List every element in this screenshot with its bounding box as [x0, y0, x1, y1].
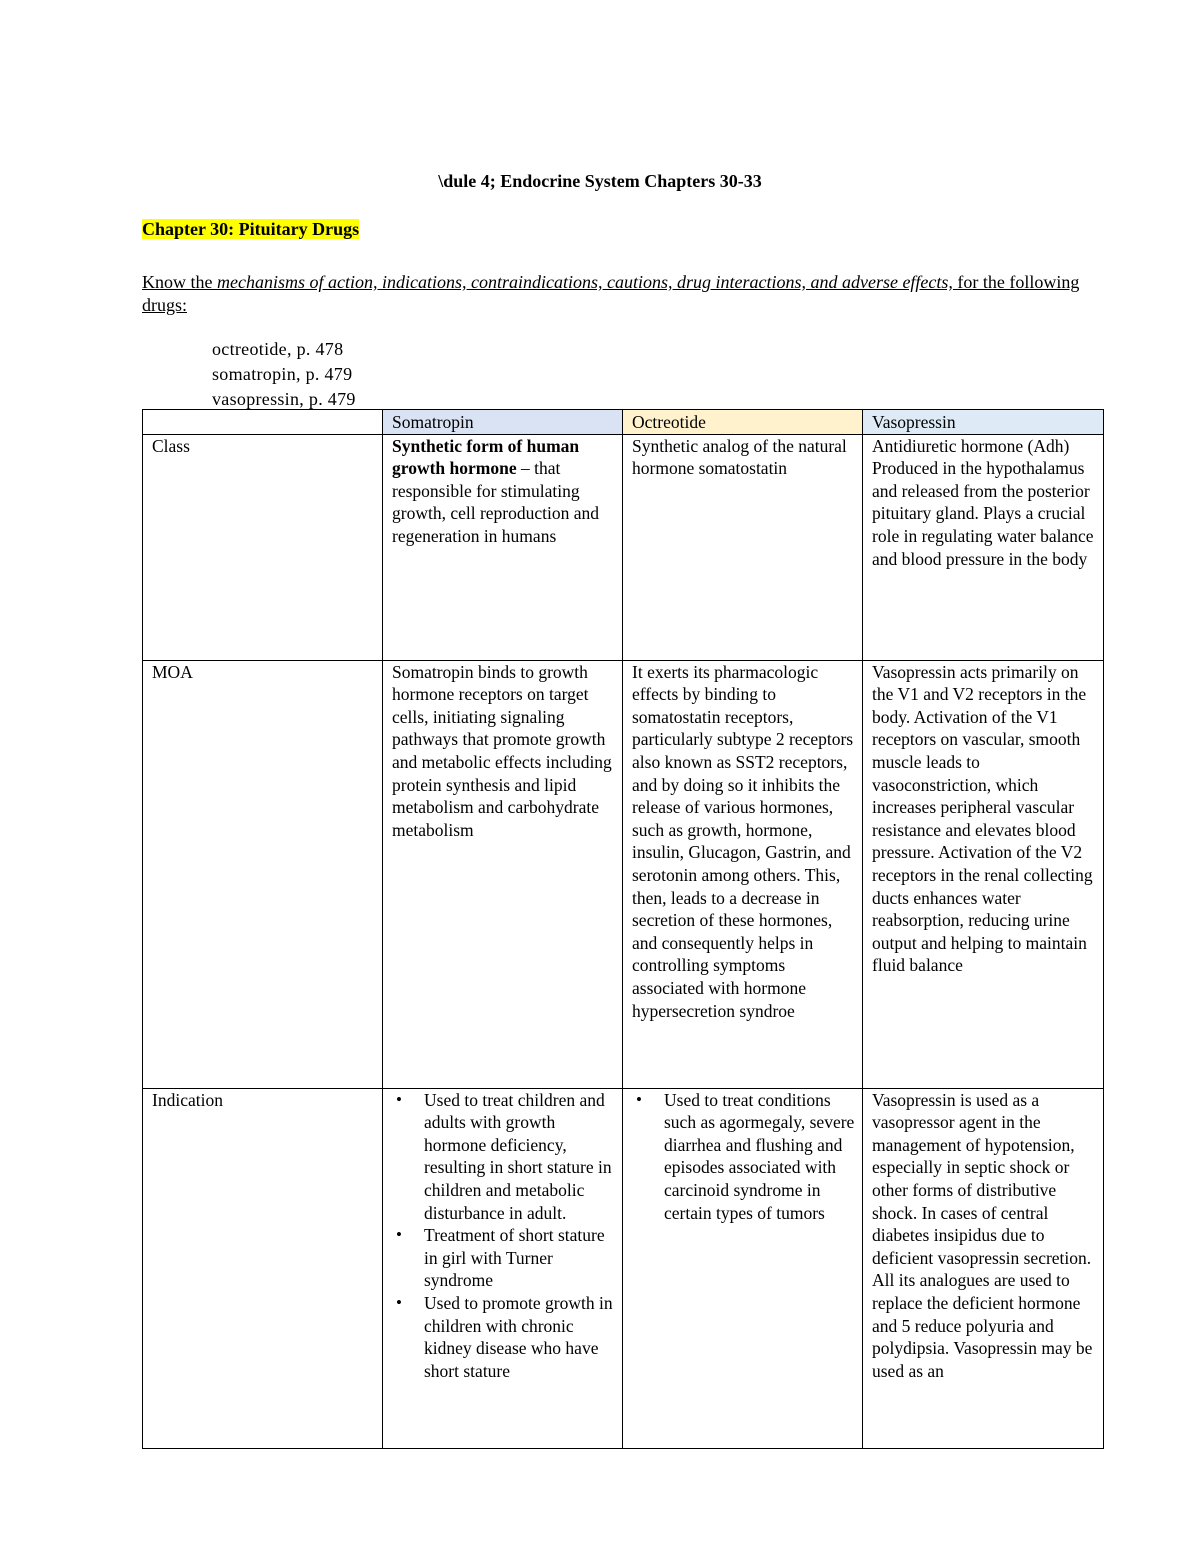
- header-octreotide: Octreotide: [623, 410, 863, 435]
- chapter-heading: [142, 219, 359, 240]
- list-item: • Used to promote growth in children with chronic kidney disease who have short stature: [424, 1292, 618, 1382]
- instruction-text: [142, 271, 1087, 317]
- cell-class-vasopressin: Antidiuretic hormone (Adh) Produced in the hypothalamus and released from the posterior pituitary gland. Plays a crucial role in regulating water balance and blood pressure in the body: [863, 434, 1104, 660]
- chapter-heading-text: Chapter 30: Pituitary Drugs: [142, 219, 360, 239]
- cell-class-somatropin-bold: Synthetic form of human growth hormone: [392, 435, 580, 479]
- drug-list-item: octreotide, p. 478: [212, 339, 344, 359]
- cell-indication-octreotide: [623, 1088, 863, 1448]
- list-item: • Used to treat conditions such as agormegaly, severe diarrhea and flushing and episodes associated with carcinoid syndrome in certain types of tumors: [664, 1089, 858, 1225]
- drug-comparison-table: [142, 409, 1104, 1449]
- instruction-emphasis: mechanisms of action, indications, contraindications, cautions, drug interactions, and adverse effects,: [217, 272, 953, 292]
- row-label-class: Class: [143, 434, 383, 660]
- somatropin-indication-list: [392, 1089, 618, 1383]
- cell-moa-octreotide: It exerts its pharmacologic effects by binding to somatostatin receptors, particularly subtype 2 receptors also known as SST2 receptors, and by doing so it inhibits the release of various hormones, such as growth, hormone, insulin, Glucagon, Gastrin, and serotonin among others. This, then, leads to a decrease in secretion of these hormones, and consequently helps in controlling symptoms associated with hormone hypersecretion syndroe: [623, 660, 863, 1088]
- octreotide-indication-list: [632, 1089, 858, 1225]
- row-label-indication: Indication: [143, 1088, 383, 1448]
- table-header-row: [143, 410, 1104, 435]
- cell-indication-somatropin: [383, 1088, 623, 1448]
- row-label-moa: MOA: [143, 660, 383, 1088]
- cell-moa-vasopressin: Vasopressin acts primarily on the V1 and V2 receptors in the body. Activation of the V1 receptors on vascular, smooth muscle leads to vasoconstriction, which increases peripheral vascular resistance and elevates blood pressure. Activation of the V2 receptors in the renal collecting ducts enhances water reabsorption, reducing urine output and helping to maintain fluid balance: [863, 660, 1104, 1088]
- table-row-indication: [143, 1088, 1104, 1448]
- cell-class-somatropin-rest: – that responsible for stimulating growth, cell reproduction and regeneration in humans: [392, 458, 600, 546]
- drug-list: [212, 337, 356, 412]
- header-somatropin: Somatropin: [383, 410, 623, 435]
- cell-class-octreotide: Synthetic analog of the natural hormone somatostatin: [623, 434, 863, 660]
- list-item: • Treatment of short stature in girl with Turner syndrome: [424, 1224, 618, 1292]
- header-vasopressin: Vasopressin: [863, 410, 1104, 435]
- drug-list-item: vasopressin, p. 479: [212, 389, 356, 409]
- page-title: \dule 4; Endocrine System Chapters 30-33: [438, 171, 762, 191]
- instruction-suffix: for the following drugs:: [142, 272, 1080, 315]
- drug-list-item: somatropin, p. 479: [212, 364, 353, 384]
- header-empty: [143, 410, 383, 435]
- table-row-class: [143, 434, 1104, 660]
- cell-moa-somatropin: Somatropin binds to growth hormone receptors on target cells, initiating signaling pathways that promote growth and metabolic effects including protein synthesis and lipid metabolism and carbohydrate metabolism: [383, 660, 623, 1088]
- cell-indication-vasopressin: Vasopressin is used as a vasopressor agent in the management of hypotension, especially in septic shock or other forms of distributive shock. In cases of central diabetes insipidus due to deficient vasopressin secretion. All its analogues are used to replace the deficient hormone and 5 reduce polyuria and polydipsia. Vasopressin may be used as an: [863, 1088, 1104, 1448]
- instruction-prefix: Know the: [142, 272, 217, 292]
- list-item: • Used to treat children and adults with growth hormone deficiency, resulting in short stature in children and metabolic disturbance in adult.: [424, 1089, 618, 1225]
- cell-class-somatropin: [383, 434, 623, 660]
- table-row-moa: [143, 660, 1104, 1088]
